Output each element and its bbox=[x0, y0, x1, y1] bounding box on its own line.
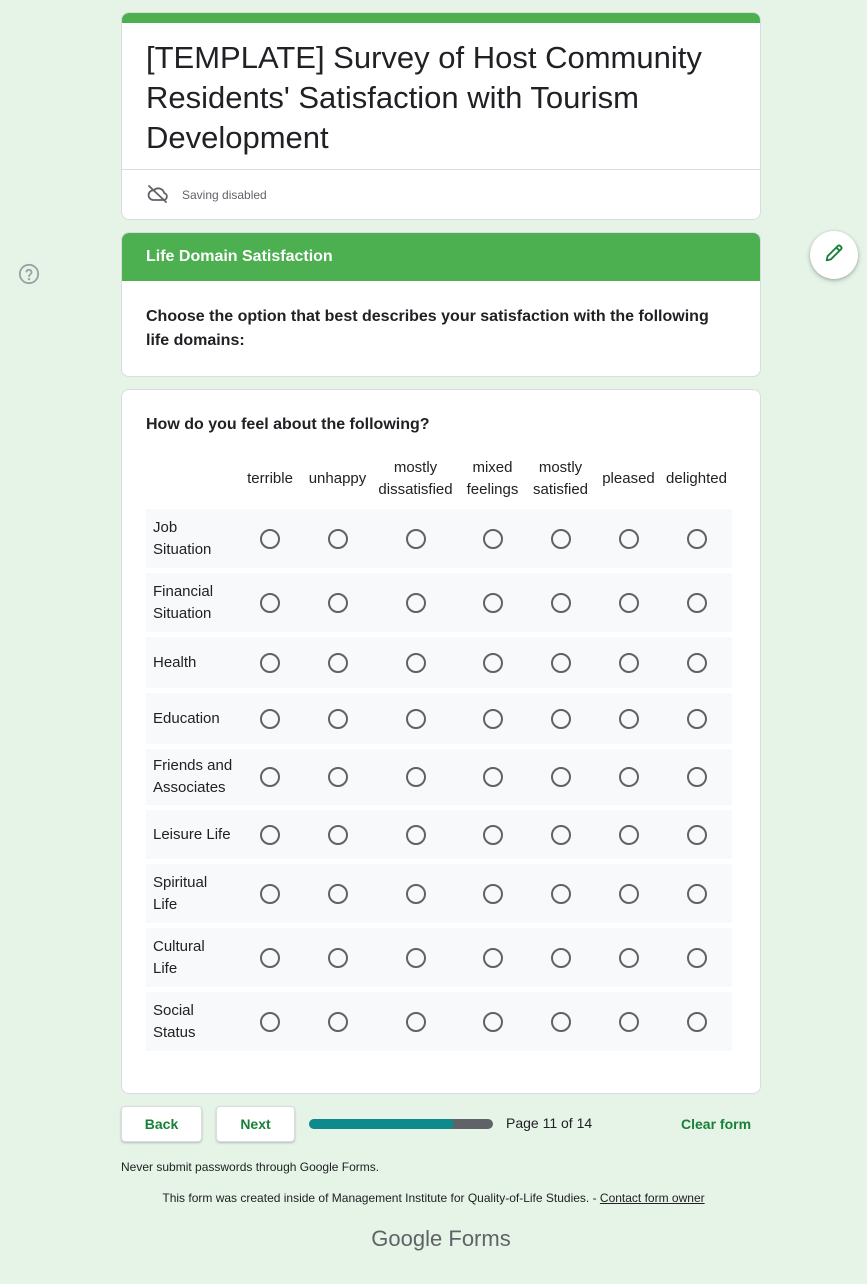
radio-button[interactable] bbox=[406, 825, 426, 845]
radio-button[interactable] bbox=[406, 948, 426, 968]
row-label-line: Cultural bbox=[153, 937, 205, 955]
column-label-line: mostly bbox=[393, 459, 438, 476]
row-label bbox=[146, 755, 236, 799]
radio-button[interactable] bbox=[619, 948, 639, 968]
radio-button[interactable] bbox=[483, 767, 503, 787]
grid-cell bbox=[525, 948, 596, 968]
form-title-card bbox=[121, 12, 761, 220]
radio-button[interactable] bbox=[260, 709, 280, 729]
grid-cell bbox=[236, 767, 304, 787]
saving-status bbox=[122, 170, 760, 220]
grid-cell bbox=[371, 709, 460, 729]
radio-button[interactable] bbox=[687, 767, 707, 787]
grid-cell bbox=[236, 593, 304, 613]
column-label-line: feelings bbox=[466, 481, 519, 498]
grid-cell bbox=[371, 825, 460, 845]
row-label-line: Situation bbox=[153, 540, 212, 558]
row-label-line: Life bbox=[153, 895, 178, 913]
row-label-line: Friends and bbox=[153, 757, 233, 774]
grid-row bbox=[146, 509, 732, 568]
radio-button[interactable] bbox=[687, 529, 707, 549]
grid-cell bbox=[596, 884, 661, 904]
grid-cell bbox=[304, 709, 371, 729]
grid-cell bbox=[661, 884, 732, 904]
grid-cell bbox=[525, 529, 596, 549]
grid-cell bbox=[236, 1012, 304, 1032]
grid-row bbox=[146, 573, 732, 632]
row-label bbox=[146, 708, 236, 730]
radio-button[interactable] bbox=[260, 948, 280, 968]
row-label-line: Life bbox=[153, 959, 178, 977]
grid-cell bbox=[525, 1012, 596, 1032]
radio-grid bbox=[146, 454, 732, 1051]
column-label bbox=[304, 468, 371, 490]
grid-cell bbox=[596, 593, 661, 613]
radio-button[interactable] bbox=[619, 593, 639, 613]
grid-cell bbox=[460, 1012, 525, 1032]
grid-row bbox=[146, 637, 732, 688]
row-label-line: Situation bbox=[153, 604, 212, 622]
contact-owner-link[interactable]: Contact form owner bbox=[599, 1191, 705, 1205]
progress-bar-fill bbox=[309, 1119, 454, 1129]
radio-button[interactable] bbox=[551, 1012, 571, 1032]
radio-button[interactable] bbox=[328, 1012, 348, 1032]
row-label-line: Associates bbox=[153, 779, 226, 796]
grid-cell bbox=[460, 884, 525, 904]
grid-cell bbox=[371, 884, 460, 904]
grid-row bbox=[146, 928, 732, 987]
radio-button[interactable] bbox=[328, 709, 348, 729]
radio-button[interactable] bbox=[687, 884, 707, 904]
grid-cell bbox=[460, 948, 525, 968]
form-created-notice bbox=[0, 1191, 867, 1205]
grid-cell bbox=[304, 653, 371, 673]
radio-button[interactable] bbox=[687, 825, 707, 845]
grid-cell bbox=[236, 825, 304, 845]
pencil-icon bbox=[823, 242, 845, 269]
radio-button[interactable] bbox=[483, 529, 503, 549]
radio-button[interactable] bbox=[619, 653, 639, 673]
column-label bbox=[371, 457, 460, 501]
radio-button[interactable] bbox=[483, 709, 503, 729]
grid-cell bbox=[371, 767, 460, 787]
radio-button[interactable] bbox=[260, 593, 280, 613]
grid-cell bbox=[525, 825, 596, 845]
grid-cell bbox=[661, 593, 732, 613]
radio-button[interactable] bbox=[687, 948, 707, 968]
radio-button[interactable] bbox=[551, 825, 571, 845]
back-button[interactable]: Back bbox=[121, 1106, 202, 1142]
radio-button[interactable] bbox=[619, 767, 639, 787]
grid-cell bbox=[304, 1012, 371, 1032]
radio-button[interactable] bbox=[260, 653, 280, 673]
clear-form-button[interactable]: Clear form bbox=[681, 1116, 752, 1132]
radio-button[interactable] bbox=[551, 593, 571, 613]
grid-cell bbox=[304, 593, 371, 613]
radio-button[interactable] bbox=[687, 593, 707, 613]
help-icon[interactable] bbox=[18, 263, 40, 290]
form-title: [TEMPLATE] Survey of Host Community Residents' Satisfaction with Tourism Development bbox=[146, 40, 702, 155]
row-label-line: Financial bbox=[153, 582, 214, 600]
grid-cell bbox=[371, 653, 460, 673]
grid-cell bbox=[596, 767, 661, 787]
grid-cell bbox=[661, 825, 732, 845]
radio-button[interactable] bbox=[406, 884, 426, 904]
row-label bbox=[146, 1000, 236, 1044]
section-card bbox=[121, 232, 761, 377]
radio-button[interactable] bbox=[260, 825, 280, 845]
column-label-line: dissatisfied bbox=[378, 481, 453, 498]
grid-cell bbox=[661, 529, 732, 549]
grid-cell bbox=[661, 767, 732, 787]
radio-button[interactable] bbox=[406, 1012, 426, 1032]
grid-cell bbox=[661, 948, 732, 968]
radio-button[interactable] bbox=[483, 653, 503, 673]
section-description: Choose the option that best describes your satisfaction with the following life domains: bbox=[146, 308, 709, 349]
row-label-line: Job bbox=[153, 518, 178, 536]
grid-cell bbox=[460, 653, 525, 673]
password-warning: Never submit passwords through Google Forms. bbox=[121, 1160, 380, 1174]
grid-cell bbox=[661, 1012, 732, 1032]
radio-button[interactable] bbox=[328, 825, 348, 845]
radio-button[interactable] bbox=[406, 529, 426, 549]
radio-button[interactable] bbox=[328, 529, 348, 549]
column-label bbox=[661, 468, 732, 490]
radio-button[interactable] bbox=[619, 709, 639, 729]
grid-cell bbox=[371, 529, 460, 549]
grid-row bbox=[146, 749, 732, 805]
grid-cell bbox=[525, 767, 596, 787]
grid-cell bbox=[525, 653, 596, 673]
grid-cell bbox=[371, 1012, 460, 1032]
edit-button[interactable] bbox=[810, 231, 858, 279]
column-label-line: terrible bbox=[247, 470, 293, 487]
row-label bbox=[146, 652, 236, 674]
radio-button[interactable] bbox=[483, 593, 503, 613]
grid-cell bbox=[596, 653, 661, 673]
column-label-line: unhappy bbox=[308, 470, 367, 487]
row-label bbox=[146, 936, 236, 980]
radio-button[interactable] bbox=[328, 884, 348, 904]
radio-button[interactable] bbox=[483, 948, 503, 968]
radio-button[interactable] bbox=[619, 884, 639, 904]
next-button[interactable]: Next bbox=[216, 1106, 295, 1142]
radio-button[interactable] bbox=[260, 529, 280, 549]
column-label-line: pleased bbox=[602, 470, 655, 487]
grid-cell bbox=[661, 709, 732, 729]
brand-google: Google bbox=[371, 1226, 443, 1251]
saving-status-text: Saving disabled bbox=[182, 188, 267, 202]
grid-cell bbox=[596, 948, 661, 968]
created-text: This form was created inside of Management Institute for Quality-of-Life Studies. - bbox=[162, 1191, 600, 1205]
radio-button[interactable] bbox=[687, 709, 707, 729]
title-accent-bar bbox=[122, 13, 760, 23]
grid-cell bbox=[236, 709, 304, 729]
grid-row bbox=[146, 693, 732, 744]
grid-cell bbox=[525, 884, 596, 904]
row-label-line: Leisure Life bbox=[153, 825, 231, 843]
grid-header-row bbox=[146, 454, 732, 504]
row-label-line: Status bbox=[153, 1023, 196, 1041]
radio-button[interactable] bbox=[687, 1012, 707, 1032]
radio-button[interactable] bbox=[551, 884, 571, 904]
radio-button[interactable] bbox=[619, 825, 639, 845]
radio-button[interactable] bbox=[406, 767, 426, 787]
column-label-line: mostly bbox=[538, 459, 583, 476]
grid-cell bbox=[596, 825, 661, 845]
radio-button[interactable] bbox=[260, 1012, 280, 1032]
grid-question-card bbox=[121, 389, 761, 1094]
column-label bbox=[525, 457, 596, 501]
grid-row bbox=[146, 810, 732, 859]
question-title: How do you feel about the following? bbox=[146, 416, 430, 433]
radio-button[interactable] bbox=[619, 1012, 639, 1032]
grid-cell bbox=[236, 529, 304, 549]
radio-button[interactable] bbox=[551, 948, 571, 968]
grid-cell bbox=[525, 709, 596, 729]
grid-cell bbox=[371, 948, 460, 968]
row-label bbox=[146, 872, 236, 916]
row-label-line: Social bbox=[153, 1001, 194, 1019]
radio-button[interactable] bbox=[483, 884, 503, 904]
section-title: Life Domain Satisfaction bbox=[122, 233, 760, 281]
grid-cell bbox=[371, 593, 460, 613]
row-label bbox=[146, 581, 236, 625]
grid-cell bbox=[525, 593, 596, 613]
grid-cell bbox=[460, 767, 525, 787]
column-label bbox=[596, 468, 661, 490]
grid-row bbox=[146, 864, 732, 923]
radio-button[interactable] bbox=[551, 529, 571, 549]
grid-cell bbox=[304, 529, 371, 549]
radio-button[interactable] bbox=[260, 884, 280, 904]
progress-bar bbox=[309, 1119, 493, 1129]
radio-button[interactable] bbox=[328, 948, 348, 968]
grid-cell bbox=[661, 653, 732, 673]
radio-button[interactable] bbox=[551, 709, 571, 729]
row-label-line: Education bbox=[153, 709, 220, 727]
brand-forms: Forms bbox=[448, 1226, 511, 1251]
radio-button[interactable] bbox=[406, 709, 426, 729]
radio-button[interactable] bbox=[406, 653, 426, 673]
grid-cell bbox=[460, 529, 525, 549]
grid-cell bbox=[460, 825, 525, 845]
grid-cell bbox=[304, 825, 371, 845]
grid-cell bbox=[460, 593, 525, 613]
grid-cell bbox=[236, 653, 304, 673]
cloud-off-icon bbox=[146, 182, 182, 209]
grid-cell bbox=[304, 767, 371, 787]
radio-button[interactable] bbox=[328, 767, 348, 787]
radio-button[interactable] bbox=[687, 653, 707, 673]
grid-row bbox=[146, 992, 732, 1051]
grid-cell bbox=[236, 884, 304, 904]
column-label bbox=[236, 468, 304, 490]
column-label-line: satisfied bbox=[532, 481, 589, 498]
radio-button[interactable] bbox=[328, 653, 348, 673]
radio-button[interactable] bbox=[551, 767, 571, 787]
row-label-line: Health bbox=[153, 653, 197, 671]
radio-button[interactable] bbox=[328, 593, 348, 613]
radio-button[interactable] bbox=[483, 825, 503, 845]
radio-button[interactable] bbox=[483, 1012, 503, 1032]
column-label bbox=[460, 457, 525, 501]
grid-cell bbox=[304, 884, 371, 904]
radio-button[interactable] bbox=[260, 767, 280, 787]
row-label-line: Spiritual bbox=[153, 873, 208, 891]
grid-cell bbox=[596, 709, 661, 729]
page-indicator: Page 11 of 14 bbox=[506, 1115, 593, 1131]
grid-cell bbox=[460, 709, 525, 729]
radio-button[interactable] bbox=[406, 593, 426, 613]
row-label bbox=[146, 824, 236, 846]
grid-cell bbox=[236, 948, 304, 968]
radio-button[interactable] bbox=[619, 529, 639, 549]
grid-cell bbox=[304, 948, 371, 968]
radio-button[interactable] bbox=[551, 653, 571, 673]
column-label-line: mixed bbox=[472, 459, 513, 476]
grid-cell bbox=[596, 529, 661, 549]
google-forms-logo[interactable] bbox=[0, 1226, 867, 1252]
row-label bbox=[146, 517, 236, 561]
grid-cell bbox=[596, 1012, 661, 1032]
column-label-line: delighted bbox=[666, 470, 727, 487]
